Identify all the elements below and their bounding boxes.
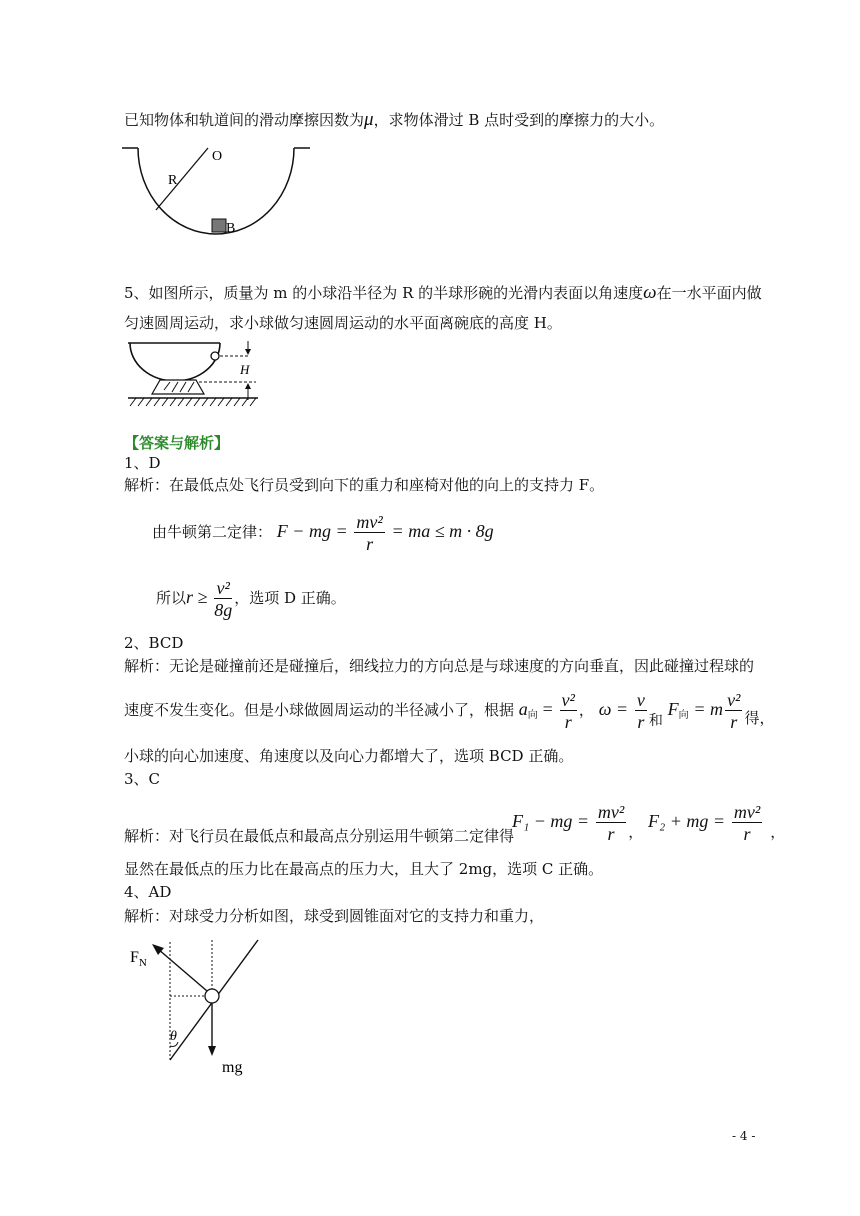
answer-3-analysis: 解析：对飞行员在最低点和最高点分别运用牛顿第二定律得 (124, 827, 515, 845)
a-centripetal (519, 699, 538, 719)
label-r: R (168, 173, 178, 188)
answer-2-line-1: 解析：无论是碰撞前还是碰撞后，细线拉力的方向总是与球速度的方向垂直，因此碰撞过程球的 (124, 657, 755, 675)
end-comma: ， (770, 823, 786, 841)
f-centripetal (668, 699, 689, 719)
answer-1-conclusion (156, 574, 346, 621)
ground-hatching (130, 398, 256, 406)
f-equals-m: = m (693, 699, 724, 719)
gravity-arrowhead (208, 1046, 216, 1056)
omega-equation: ω = (598, 699, 629, 719)
fraction-denominator: r (730, 711, 738, 732)
fraction-denominator: r (743, 823, 751, 844)
dim-arrowhead-bottom (245, 383, 251, 389)
comma: ， (628, 823, 644, 841)
a-symbol: a (518, 699, 528, 719)
label-mg: mg (222, 1059, 243, 1076)
equals-sign: = (542, 699, 553, 719)
fraction-mv2-r-eq2 (732, 802, 762, 845)
r-inequality: r ≥ (186, 587, 208, 607)
fraction-numerator: mv² (733, 801, 761, 822)
small-ball (211, 352, 219, 360)
bowl-figure (124, 338, 264, 410)
answer-3-equations (512, 798, 785, 855)
answer-4-number: 4、AD (124, 883, 172, 901)
so-prefix: 所以 (156, 589, 187, 607)
fraction-numerator: v (636, 689, 645, 710)
answer-4-analysis: 解析：对球受力分析如图，球受到圆锥面对它的支持力和重力， (124, 907, 545, 925)
fraction-numerator: mv² (356, 511, 383, 532)
cone-force-diagram (124, 936, 274, 1078)
answer-1-equation (152, 508, 494, 555)
so-suffix: ，选项 D 正确。 (234, 589, 346, 607)
q5-line-1 (124, 283, 762, 303)
fraction-denominator: r (607, 823, 615, 844)
a-subscript: 向 (527, 710, 538, 721)
comma: ， (578, 701, 594, 719)
mu-symbol: μ (364, 109, 374, 130)
block-b (212, 219, 226, 232)
fraction-numerator: v² (561, 689, 575, 710)
q4-question-line (124, 110, 664, 130)
equation-right: = ma ≤ m · 8g (391, 521, 494, 541)
label-h: H (240, 362, 250, 377)
newton-law-prefix: 由牛顿第二定律： (152, 523, 273, 541)
answer-2-line-3: 小球的向心加速度、角速度以及向心力都增大了，选项 BCD 正确。 (124, 747, 574, 765)
f-subscript: 向 (678, 710, 689, 721)
answer-3-number: 3、C (124, 770, 161, 788)
fraction-denominator: r (564, 711, 572, 732)
ball (205, 989, 219, 1003)
line-2-prefix: 速度不发生变化。但是小球做圆周运动的半径减小了，根据 (124, 701, 515, 719)
fraction-mv2-r-eq1 (596, 802, 626, 845)
answer-1-number: 1、D (124, 454, 161, 472)
equation-left: F − mg = (276, 521, 348, 541)
q5-line-2: 匀速圆周运动，求小球做匀速圆周运动的水平面离碗底的高度 H。 (124, 314, 562, 332)
equation-2-left: F₂ + mg = (648, 811, 726, 831)
fraction-v-r (635, 690, 647, 733)
answer-2-number: 2、BCD (124, 634, 184, 652)
answer-heading: 【答案与解析】 (124, 434, 230, 452)
fraction-mv2-r (354, 512, 384, 555)
dim-arrowhead-top (245, 349, 251, 355)
fraction-numerator: v² (727, 689, 741, 710)
page-number: - 4 - (732, 1129, 756, 1143)
omega-symbol: ω (643, 282, 657, 303)
answer-2-line-2 (124, 686, 774, 744)
q4-intro-text: 已知物体和轨道间的滑动摩擦因数为 (124, 111, 365, 129)
label-b: B (226, 221, 236, 236)
fraction-v2-r-2 (725, 690, 742, 733)
f-symbol: F (667, 699, 679, 719)
fraction-denominator: 8g (214, 599, 233, 620)
label-o: O (212, 149, 223, 164)
equation-1-left: F₁ − mg = (512, 811, 590, 831)
q5-text-a: 5、如图所示，质量为 m 的小球沿半径为 R 的半球形碗的光滑内表面以角速度 (124, 284, 644, 302)
answer-3-line-2: 显然在最低点的压力比在最高点的压力大，且大了 2mg，选项 C 正确。 (124, 860, 604, 878)
answer-1-analysis: 解析：在最低点处飞行员受到向下的重力和座椅对他的向上的支持力 F。 (124, 476, 605, 494)
q4-intro-end: ，求物体滑过 B 点时受到的摩擦力的大小。 (373, 111, 665, 129)
q5-text-b: 在一水平面内做 (656, 284, 762, 302)
bowl-body (130, 343, 220, 381)
label-theta: θ (170, 1029, 177, 1044)
fraction-v2-r (560, 690, 577, 733)
fraction-denominator: r (637, 711, 645, 732)
normal-force-arrow (158, 949, 207, 991)
de-text: 得， (744, 709, 775, 727)
track-figure (120, 140, 310, 240)
label-fn: $F_N$ (130, 949, 147, 969)
fraction-numerator: v² (214, 578, 232, 599)
fraction-v2-8g (214, 578, 232, 621)
fraction-numerator: mv² (597, 801, 625, 822)
radius-line (156, 148, 208, 210)
and-text: 和 (648, 713, 663, 729)
fraction-denominator: r (366, 533, 374, 554)
